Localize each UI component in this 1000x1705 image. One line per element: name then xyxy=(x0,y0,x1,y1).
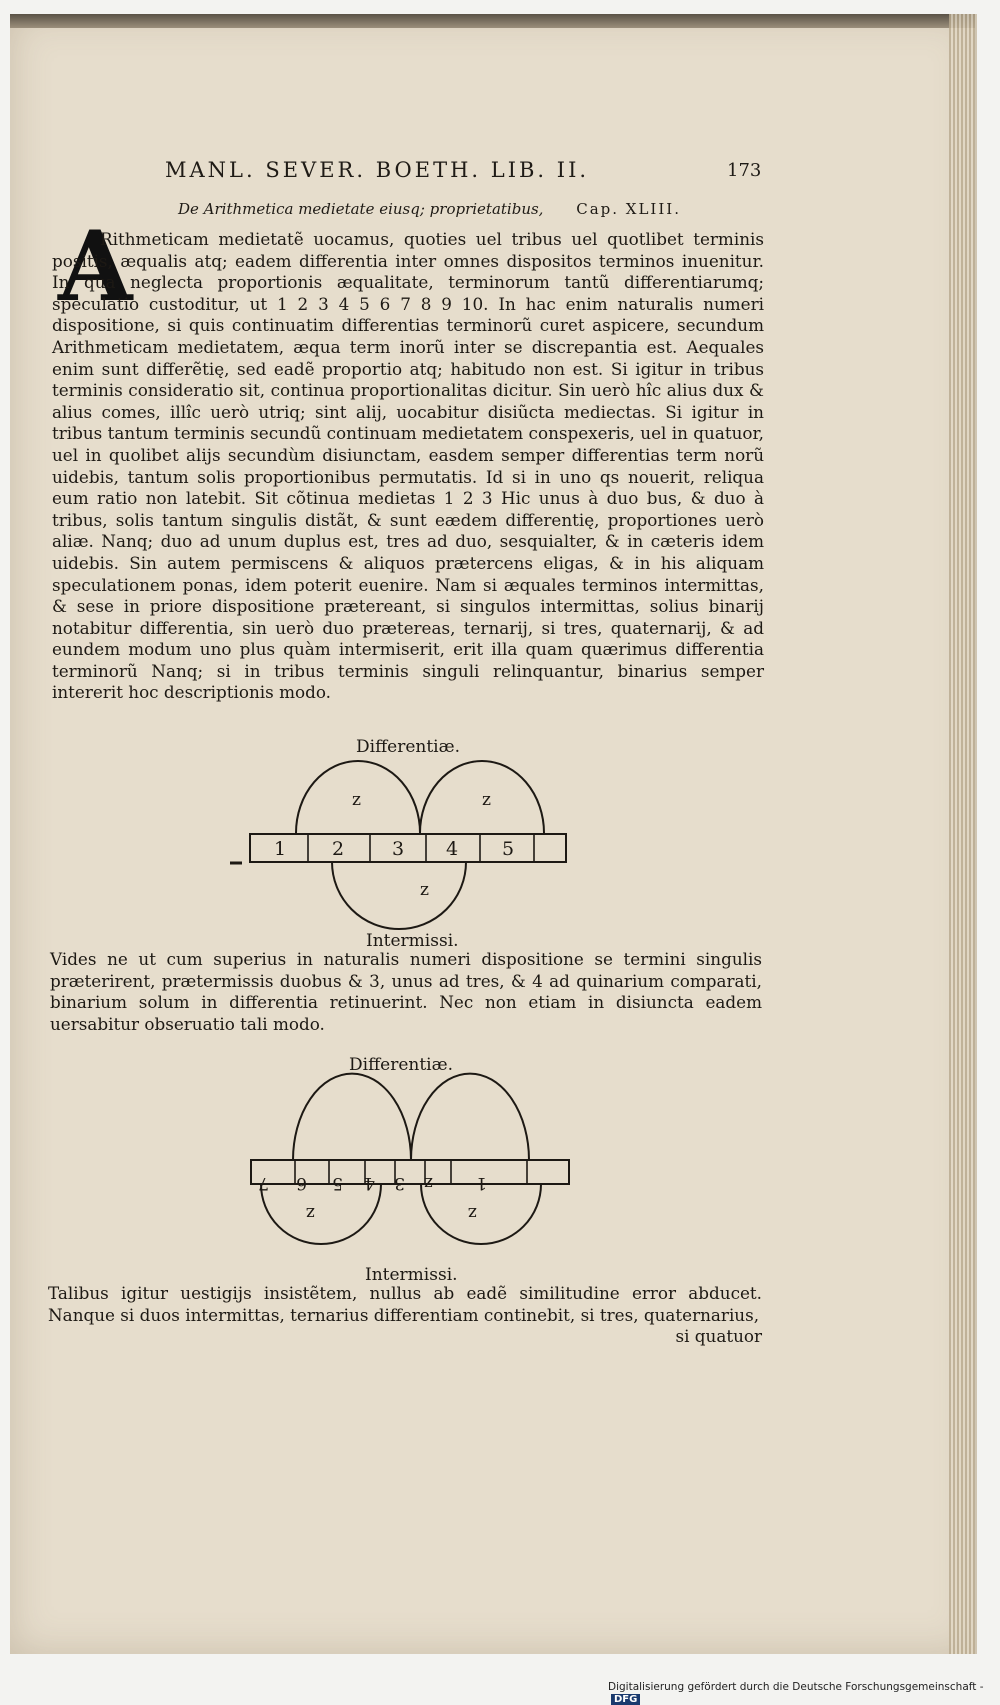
figure-1-cell-1: 1 xyxy=(274,838,287,860)
figure-2-cell-2: 6 xyxy=(296,1173,307,1193)
paragraph-3 xyxy=(48,1283,762,1348)
dfg-logo: DFG xyxy=(611,1694,640,1705)
figure-1-cell-3: 3 xyxy=(392,838,405,860)
digitization-footer xyxy=(608,1681,1000,1705)
chapter-heading xyxy=(178,200,681,218)
figure-1-upper-arc-label-2: z xyxy=(482,790,491,810)
folio-number: 173 xyxy=(727,160,762,181)
figure-2-cell-3: 5 xyxy=(332,1173,343,1193)
figure-2-cell-1: 7 xyxy=(258,1173,269,1193)
chapter-number: Cap. XLIII. xyxy=(576,200,681,218)
figure-2-lower-arc-label-1: z xyxy=(306,1203,315,1223)
figure-1-cell-row xyxy=(250,834,566,862)
figure-1-cell-4: 4 xyxy=(446,838,459,860)
figure-1-lower-arc xyxy=(332,862,466,929)
figure-1-cell-2: 2 xyxy=(332,838,345,860)
figure-2-upper-arc-1 xyxy=(293,1074,411,1160)
figure-2-upper-arc-2 xyxy=(411,1074,529,1160)
catchword: si quatuor xyxy=(675,1326,762,1347)
page-fore-edge xyxy=(949,14,975,1654)
figure-2-diagram xyxy=(245,1052,585,1282)
chapter-title: De Arithmetica medietate eiusq; proprietatibus, xyxy=(178,200,544,218)
paragraph-2 xyxy=(50,949,762,1035)
figure-1-label-bottom: Intermissi. xyxy=(366,931,459,948)
footer-text: Digitalisierung gefördert durch die Deutsche Forschungsgemeinschaft - xyxy=(608,1681,984,1693)
figure-2-cell-4: 4 xyxy=(364,1173,375,1193)
figure-2-label-bottom: Intermissi. xyxy=(365,1265,458,1282)
figure-2-cell-5: 3 xyxy=(394,1173,405,1193)
figure-2-label-top: Differentiæ. xyxy=(349,1055,453,1075)
figure-2-lower-arc-label-2: z xyxy=(468,1203,477,1223)
figure-2-lower-arc-1 xyxy=(261,1184,381,1244)
paragraph-1-text: Rithmeticam medietatẽ uocamus, quoties uel tribus uel quotlibet terminis positis, æqualis atq; eadem differentia inter omnes dispositos terminos inuenitur. In qua neglecta proportionis æqualitate, terminorum tantũ differentiarumq; speculatio custoditur, ut 1 2 3 4 5 6 7 8 9 10. In hac enim naturalis numeri dispositione, si quis continuatim differentias terminorũ curet aspicere, secundum Arithmeticam medietatem, æqua term inorũ inter se discrepantia est. Aequales enim sunt differẽtię, sed eadẽ proportio atq; habitudo non est. Si igitur in tribus terminis consideratio sit, continua proportionalitas dicitur. Sin uerò hîc alius dux & alius comes, illîc uerò utriq; sint alij, uocabitur disiũcta mediectas. Si igitur in tribus tantum terminis secundũ continuam medietatem conspexeris, uel in quatuor, uel in quolibet alijs secundùm disiunctam, easdem semper differentias term norũ uidebis, tantum solis proportionibus permutatis. Id si in uno qs nouerit, reliqua eum ratio non latebit. Sit cõtinua medietas 1 2 3 Hic unus à duo bus, & duo à tribus, solis tantum singulis distãt, & sunt eædem differentię, proportiones uerò aliæ. Nanq; duo ad unum duplus est, tres ad duo, sesquialter, & in cæteris idem uidebis. Sin autem permiscens & aliquos prætercens eligas, & in his aliquam speculationem ponas, idem poterit euenire. Nam si æquales terminos intermittas, & sese in priore dispositione prætereant, si singulos intermittas, solius binarij notabitur differentia, sin uerò duo prætereas, ternarij, si tres, quaternarij, & ad eundem modum uno plus quàm intermiserit, erit illa quam quærimus differentia terminorũ Nanq; si in tribus terminis singuli relinquantur, binarius semper intererit hoc descriptionis modo. xyxy=(52,229,764,703)
running-head: MANL. SEVER. BOETH. LIB. II. xyxy=(165,158,590,182)
paragraph-2-text: Vides ne ut cum superius in naturalis numeri dispositione se termini singulis præterirent, prætermissis duobus & 3, unus ad tres, & 4 ad quinarium comparati, binarium solum in differentia retinuerint. Nec non etiam in disiuncta eadem uersabitur obseruatio tali modo. xyxy=(50,949,762,1034)
figure-1-cell-5: 5 xyxy=(502,838,515,860)
paragraph-3-text: Talibus igitur uestigijs insistẽtem, nullus ab eadẽ similitudine error abducet. Nanque si duos intermittas, ternarius differentiam continebit, si tres, quaternarius, xyxy=(48,1283,762,1325)
drop-initial: A xyxy=(58,210,133,323)
paragraph-1 xyxy=(52,229,764,704)
figure-1-lower-arc-label: z xyxy=(420,880,429,900)
figure-1-diagram xyxy=(230,738,590,948)
figure-1-upper-arc-label-1: z xyxy=(352,790,361,810)
figure-2-cell-7: 1 xyxy=(476,1173,487,1193)
figure-1-label-top: Differentiæ. xyxy=(356,738,460,757)
page-top-edge xyxy=(10,14,975,28)
figure-2-cell-6: z xyxy=(424,1173,433,1193)
